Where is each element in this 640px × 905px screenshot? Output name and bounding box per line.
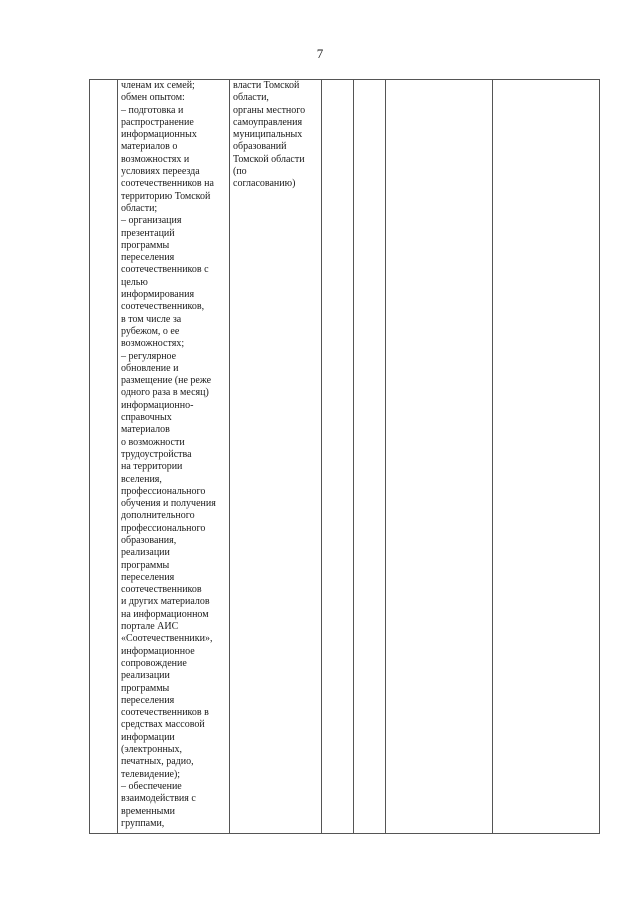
measure-line: (электронных, (121, 744, 183, 756)
measure-line: – организация (121, 215, 182, 227)
executor-line: области, (233, 92, 269, 104)
measure-line: взаимодействия с (121, 793, 196, 805)
number-cell (90, 80, 118, 834)
executor-line: образований (233, 141, 287, 153)
measure-line: о возможности (121, 436, 185, 448)
executor-line: согласованию) (233, 178, 296, 190)
measure-line: и других материалов (121, 596, 210, 608)
measure-line: информирования (121, 289, 195, 301)
executor-cell (230, 80, 322, 834)
measure-line: рубежом, о ее (121, 325, 180, 337)
measure-line: временными (121, 805, 176, 817)
measure-line: обмен опытом: (121, 92, 185, 104)
measure-line: печатных, радио, (121, 756, 194, 768)
measure-line: целью (121, 276, 148, 288)
executor-line: (по (233, 166, 247, 178)
measure-line: на территории (121, 461, 183, 473)
measure-line: материалов (121, 424, 170, 436)
measure-line: вселения, (121, 473, 162, 485)
measure-line: соотечественников с (121, 264, 209, 276)
measure-line: дополнительного (121, 510, 195, 522)
measure-line: в том числе за (121, 313, 182, 325)
measure-line: переселения (121, 694, 175, 706)
measure-line: «Соотечественники», (121, 633, 213, 645)
measure-line: обучения и получения (121, 498, 216, 510)
measure-line: условиях переезда (121, 166, 200, 178)
measure-line: распространение (121, 116, 194, 128)
executor-line: Томской области (233, 153, 305, 165)
measure-line: группами, (121, 817, 165, 829)
measure-line: информационно- (121, 399, 194, 411)
measure-line: программы (121, 559, 170, 571)
measure-line: профессионального (121, 522, 206, 534)
measure-cell (118, 80, 230, 834)
measure-line: сопровождение (121, 657, 187, 669)
measure-line: обновление и (121, 362, 179, 374)
measure-line: соотечественников на (121, 178, 214, 190)
measure-line: образования, (121, 534, 177, 546)
table-row (90, 80, 600, 834)
end-date-cell (354, 80, 386, 834)
executor-line: муниципальных (233, 129, 303, 141)
measure-line: презентаций (121, 227, 175, 239)
program-table (89, 79, 600, 834)
measure-line: соотечественников в (121, 707, 209, 719)
measure-line: телевидение); (121, 768, 181, 780)
measure-line: информационное (121, 645, 195, 657)
measure-line: членам их семей; (121, 80, 195, 91)
measure-line: – регулярное (121, 350, 177, 362)
measure-line: одного раза в месяц) (121, 387, 209, 399)
start-date-cell (322, 80, 354, 834)
measure-line: трудоустройства (121, 448, 192, 460)
measure-line: переселения (121, 571, 175, 583)
executor-line: органы местного (233, 104, 306, 116)
measure-line: профессионального (121, 485, 206, 497)
measure-line: возможностях; (121, 338, 185, 350)
measure-line: справочных (121, 412, 172, 424)
measure-line: области; (121, 202, 158, 214)
measure-line: портале АИС (121, 621, 179, 633)
measure-line: средствах массовой (121, 719, 205, 731)
measure-line: – обеспечение (121, 780, 182, 792)
measure-line: соотечественников (121, 584, 202, 596)
indicator-cell (493, 80, 600, 834)
measure-line: – подготовка и (121, 104, 184, 116)
measure-line: программы (121, 239, 170, 251)
measure-line: на информационном (121, 608, 209, 620)
measure-line: материалов о (121, 141, 178, 153)
measure-line: реализации (121, 670, 170, 682)
measure-line: программы (121, 682, 170, 694)
measure-line: информационных (121, 129, 197, 141)
measure-line: переселения (121, 252, 175, 264)
executor-line: самоуправления (233, 116, 303, 128)
measure-line: возможностях и (121, 153, 190, 165)
measure-line: информации (121, 731, 175, 743)
result-cell (386, 80, 493, 834)
executor-line: власти Томской (233, 80, 300, 91)
page-number: 7 (316, 46, 324, 61)
measure-line: реализации (121, 547, 170, 559)
measure-line: соотечественников, (121, 301, 205, 313)
measure-line: территорию Томской (121, 190, 211, 202)
measure-line: размещение (не реже (121, 375, 212, 387)
